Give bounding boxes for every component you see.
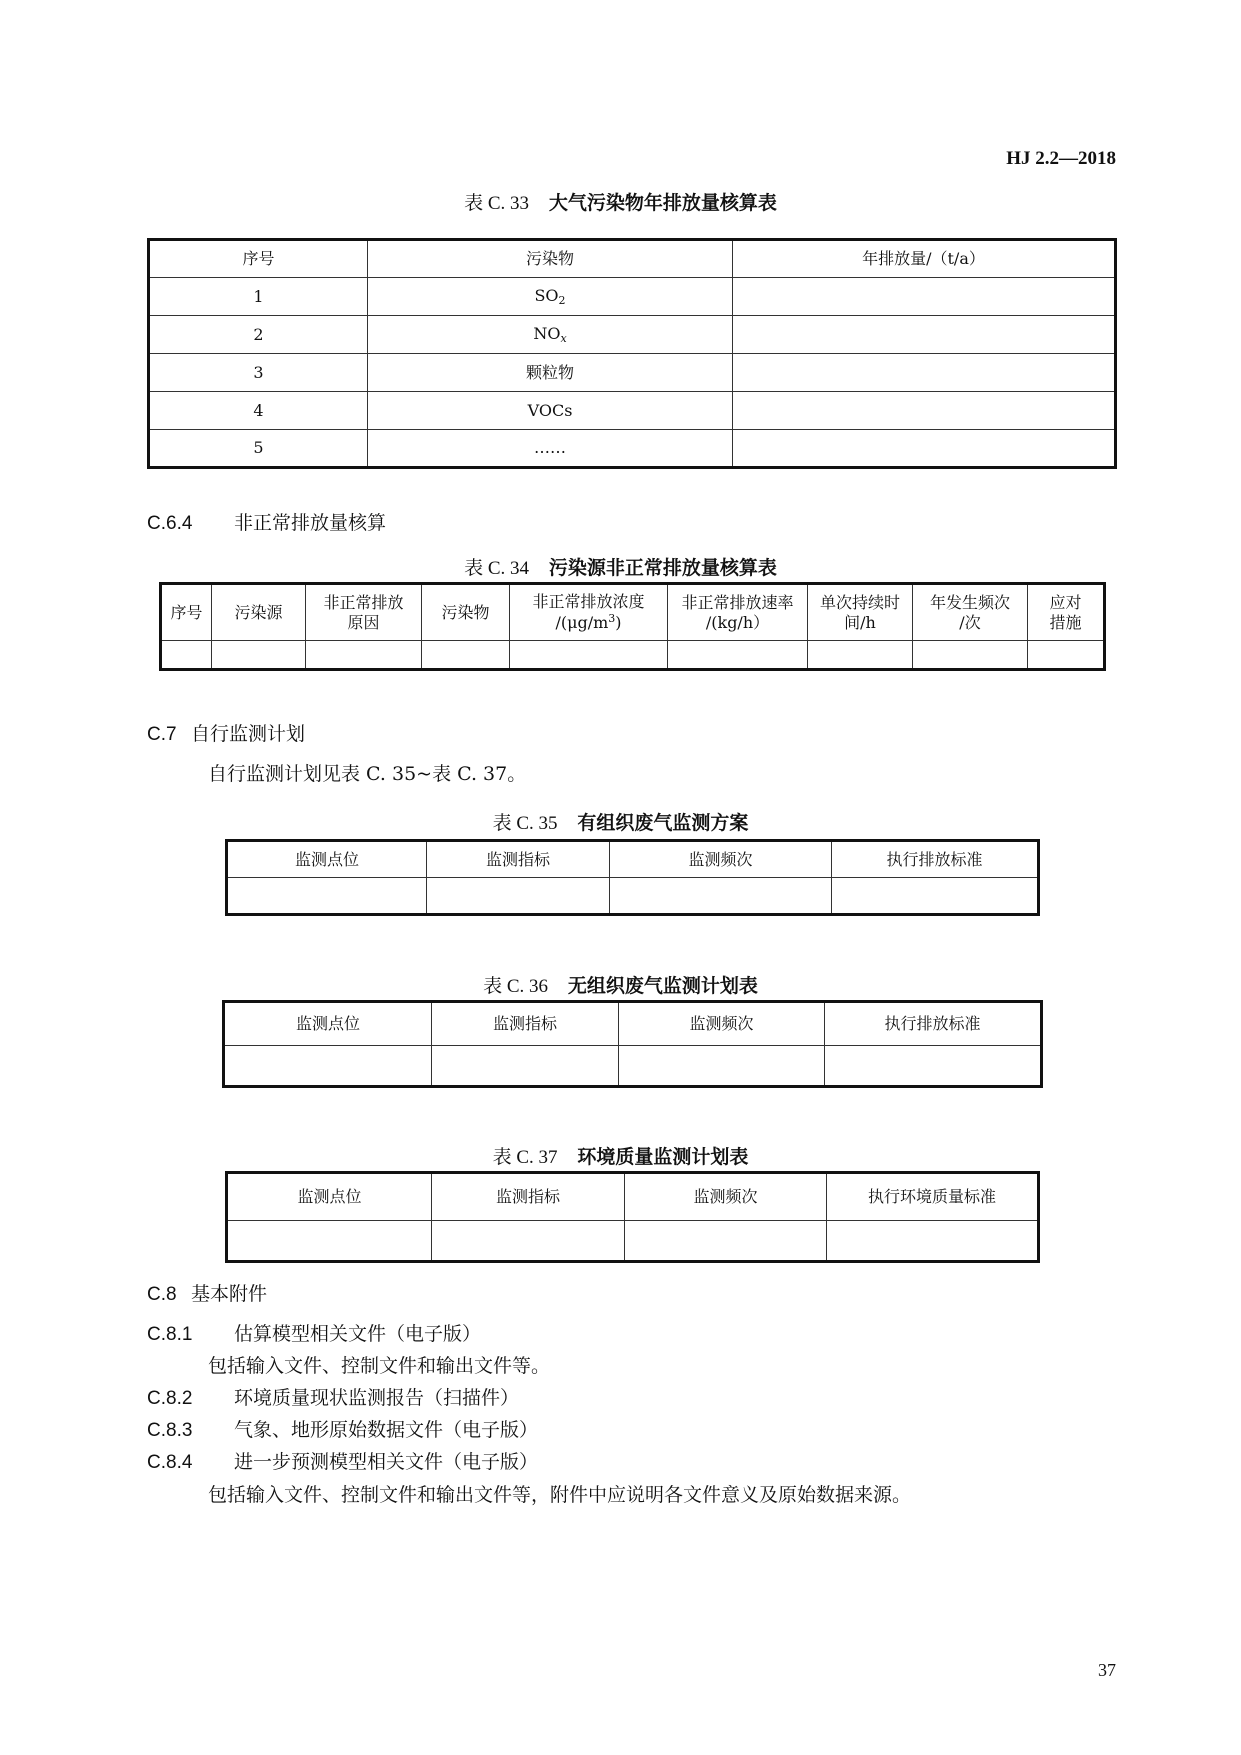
header-line: 非正常排放浓度 — [532, 592, 645, 611]
caption-title: 大气污染物年排放量核算表 — [548, 192, 777, 214]
table-header-row — [161, 584, 1105, 641]
subsection-c84 — [147, 1447, 538, 1474]
empty-cell[interactable] — [432, 1046, 619, 1087]
header-cell: 监测点位 — [224, 1002, 432, 1046]
section-number: C.7 — [147, 724, 177, 745]
caption-number: 表 C. 37 — [492, 1147, 558, 1168]
pollutant-cell — [368, 316, 733, 354]
subsection-number: C.8.1 — [147, 1324, 193, 1345]
caption-title: 有组织废气监测方案 — [577, 812, 749, 834]
caption-title: 环境质量监测计划表 — [577, 1146, 749, 1168]
section-title: 基本附件 — [191, 1283, 268, 1305]
empty-cell[interactable] — [827, 1221, 1039, 1262]
superscript: 3 — [608, 612, 616, 625]
empty-cell[interactable] — [668, 641, 808, 670]
paragraph-c7: 自行监测计划见表 C. 35~表 C. 37。 — [208, 763, 527, 785]
seq-cell: 4 — [149, 392, 368, 430]
header-cell: 序号 — [149, 240, 368, 278]
pollutant-cell: 颗粒物 — [368, 354, 733, 392]
header-cell: 监测频次 — [619, 1002, 825, 1046]
header-cell: 序号 — [161, 584, 212, 641]
table-c37-caption — [0, 1142, 1241, 1169]
empty-cell[interactable] — [227, 1221, 432, 1262]
empty-cell[interactable] — [913, 641, 1028, 670]
table-row — [149, 278, 1116, 316]
header-line: 单次持续时 — [819, 592, 900, 612]
header-cell — [913, 584, 1028, 641]
empty-cell[interactable] — [619, 1046, 825, 1087]
value-cell[interactable] — [733, 354, 1116, 392]
table-row — [149, 316, 1116, 354]
section-heading-c8 — [147, 1279, 267, 1306]
header-cell: 监测指标 — [427, 841, 610, 878]
caption-number: 表 C. 34 — [464, 558, 530, 579]
header-line: /(μg/m — [555, 613, 609, 632]
table-c33 — [147, 238, 1117, 469]
section-title: 自行监测计划 — [191, 723, 306, 745]
empty-cell[interactable] — [212, 641, 306, 670]
header-line: 间/h — [844, 612, 876, 632]
table-c34 — [159, 582, 1106, 671]
subscript: 2 — [558, 293, 566, 307]
seq-cell: 5 — [149, 430, 368, 468]
section-heading-c7 — [147, 719, 305, 746]
table-header-row — [227, 1173, 1039, 1221]
empty-cell[interactable] — [808, 641, 913, 670]
subsection-title: 估算模型相关文件（电子版） — [234, 1323, 482, 1345]
table-c36 — [222, 1000, 1043, 1088]
header-line: 非正常排放速率 — [681, 592, 794, 612]
empty-cell[interactable] — [510, 641, 668, 670]
table-row — [227, 878, 1039, 915]
table-c36-caption — [0, 971, 1241, 998]
seq-cell: 3 — [149, 354, 368, 392]
value-cell[interactable] — [733, 430, 1116, 468]
subsection-title: 气象、地形原始数据文件（电子版） — [234, 1419, 539, 1441]
empty-cell[interactable] — [227, 878, 427, 915]
pollutant-name: SO — [534, 285, 559, 305]
subsection-c82 — [147, 1383, 519, 1410]
value-cell[interactable] — [733, 316, 1116, 354]
table-c34-caption — [0, 553, 1241, 580]
empty-cell[interactable] — [422, 641, 510, 670]
header-line: 应对 — [1049, 592, 1082, 612]
header-cell: 监测点位 — [227, 841, 427, 878]
subscript: x — [560, 331, 567, 345]
header-cell: 执行排放标准 — [825, 1002, 1042, 1046]
caption-number: 表 C. 33 — [464, 193, 530, 214]
empty-cell[interactable] — [161, 641, 212, 670]
page-number: 37 — [1098, 1660, 1116, 1680]
header-cell — [808, 584, 913, 641]
header-line: 年发生频次 — [929, 592, 1010, 612]
caption-number: 表 C. 35 — [492, 813, 558, 834]
seq-cell: 1 — [149, 278, 368, 316]
header-cell: 污染源 — [212, 584, 306, 641]
empty-cell[interactable] — [625, 1221, 827, 1262]
header-cell — [668, 584, 808, 641]
header-cell: 污染物 — [422, 584, 510, 641]
subsection-number: C.8.3 — [147, 1420, 193, 1441]
subsection-number: C.8.4 — [147, 1452, 193, 1473]
table-row — [227, 1221, 1039, 1262]
caption-title: 污染源非正常排放量核算表 — [548, 557, 777, 579]
table-row — [149, 354, 1116, 392]
subsection-number: C.8.2 — [147, 1388, 193, 1409]
pollutant-cell: …… — [368, 430, 733, 468]
value-cell[interactable] — [733, 392, 1116, 430]
empty-cell[interactable] — [1028, 641, 1105, 670]
header-line: /次 — [959, 612, 981, 632]
header-cell: 监测指标 — [432, 1002, 619, 1046]
subsection-c83 — [147, 1415, 538, 1442]
table-header-row — [149, 240, 1116, 278]
header-line: ) — [615, 613, 622, 632]
header-cell: 执行排放标准 — [832, 841, 1039, 878]
section-number: C.6.4 — [147, 513, 193, 534]
table-row — [149, 392, 1116, 430]
subsection-title: 进一步预测模型相关文件（电子版） — [234, 1451, 539, 1473]
header-cell: 监测频次 — [625, 1173, 827, 1221]
table-header-row — [227, 841, 1039, 878]
section-title: 非正常排放量核算 — [234, 512, 387, 534]
empty-cell[interactable] — [610, 878, 832, 915]
table-c35-caption — [0, 808, 1241, 835]
header-cell: 污染物 — [368, 240, 733, 278]
pollutant-cell: VOCs — [368, 392, 733, 430]
empty-cell[interactable] — [432, 1221, 625, 1262]
header-cell: 监测指标 — [432, 1173, 625, 1221]
header-line: 措施 — [1049, 612, 1082, 632]
table-c37 — [225, 1171, 1040, 1263]
table-row — [161, 641, 1105, 670]
header-cell — [510, 584, 668, 641]
header-line: /(kg/h） — [705, 612, 770, 632]
caption-title: 无组织废气监测计划表 — [567, 975, 758, 997]
subsection-title: 环境质量现状监测报告（扫描件） — [234, 1387, 520, 1409]
subsection-description: 包括输入文件、控制文件和输出文件等。 — [208, 1355, 551, 1377]
table-c33-caption — [0, 188, 1241, 215]
header-line: 非正常排放 — [323, 592, 404, 612]
header-cell: 年排放量/（t/a） — [733, 240, 1116, 278]
table-row — [224, 1046, 1042, 1087]
section-number: C.8 — [147, 1284, 177, 1305]
empty-cell[interactable] — [825, 1046, 1042, 1087]
table-header-row — [224, 1002, 1042, 1046]
table-row — [149, 430, 1116, 468]
caption-number: 表 C. 36 — [483, 976, 549, 997]
empty-cell[interactable] — [832, 878, 1039, 915]
section-heading-c64 — [147, 508, 386, 535]
pollutant-cell — [368, 278, 733, 316]
seq-cell: 2 — [149, 316, 368, 354]
empty-cell[interactable] — [224, 1046, 432, 1087]
value-cell[interactable] — [733, 278, 1116, 316]
header-cell: 监测点位 — [227, 1173, 432, 1221]
header-cell: 执行环境质量标准 — [827, 1173, 1039, 1221]
empty-cell[interactable] — [427, 878, 610, 915]
subsection-c81 — [147, 1319, 481, 1346]
empty-cell[interactable] — [306, 641, 422, 670]
header-cell: 监测频次 — [610, 841, 832, 878]
header-cell — [1028, 584, 1105, 641]
header-line: 原因 — [347, 612, 380, 632]
table-c35 — [225, 839, 1040, 916]
header-cell — [306, 584, 422, 641]
subsection-description: 包括输入文件、控制文件和输出文件等，附件中应说明各文件意义及原始数据来源。 — [208, 1484, 912, 1506]
pollutant-name: NO — [533, 323, 561, 343]
standard-number: HJ 2.2—2018 — [1006, 148, 1116, 169]
